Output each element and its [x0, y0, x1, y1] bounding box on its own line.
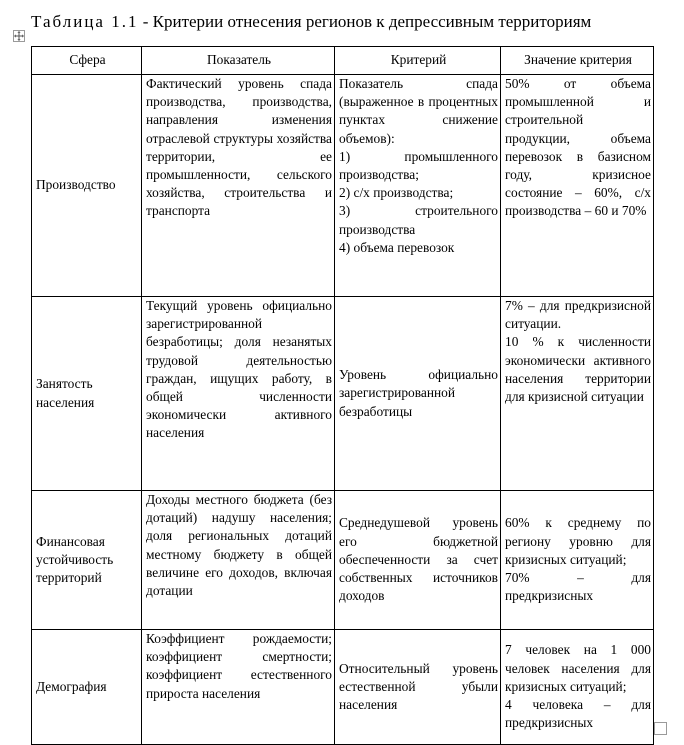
criterion-line: Среднедушевой уровень его бюджетной обеспеченности за счет собственных источников доходов: [339, 515, 498, 604]
cell-sphere: Производство: [32, 75, 142, 297]
criterion-line: 3) строительного производства: [339, 203, 498, 237]
value-line: 60% к среднему по региону уровню для кризисных ситуаций;: [505, 515, 651, 567]
cell-indicator: Доходы местного бюджета (без дотаций) надушу населения; доля региональных дотаций местному бюджету в общей величине его доходов, включая дотации: [142, 491, 335, 630]
table-row: [32, 75, 654, 297]
table-row: [32, 491, 654, 630]
value-line: 50% от объема промышленной и строительной продукции, объема перевозок в базисном году, кризисное состояние – 60%, с/х производства – 60 и 70%: [505, 76, 651, 219]
header-criterion: Критерий: [335, 47, 501, 75]
cell-indicator: Текущий уровень официально зарегистрированной безработицы; доля незанятых трудовой деятельностью граждан, ищущих работу, в общей численности экономически активного населения: [142, 297, 335, 491]
cell-criterion: [335, 297, 501, 491]
cell-sphere: Занятость населения: [32, 297, 142, 491]
cell-value: [501, 297, 654, 491]
table-caption: [31, 11, 591, 33]
header-indicator: Показатель: [142, 47, 335, 75]
criterion-line: 2) с/х производства;: [339, 185, 454, 201]
cell-indicator: Фактический уровень спада производства, производства, направления изменения отраслевой структуры хозяйства территории, ее промышленности, сельского хозяйства, строительства и транспорта: [142, 75, 335, 297]
cell-sphere: Финансовая устойчивость территорий: [32, 491, 142, 630]
value-line: 7 человек на 1 000 человек населения для кризисных ситуаций;: [505, 642, 651, 694]
table-row: [32, 297, 654, 491]
criterion-line: 1) промышленного производства;: [339, 148, 498, 183]
criterion-line: Относительный уровень естественной убыли населения: [339, 660, 498, 713]
header-value: Значение критерия: [501, 47, 654, 75]
value-line: 10 % к численности экономически активного населения территории для кризисной ситуации: [505, 334, 651, 405]
table-resize-handle[interactable]: [654, 722, 667, 735]
header-sphere: Сфера: [32, 47, 142, 75]
value-line: 7% – для предкризисной ситуации.: [505, 298, 651, 332]
value-line: 4 человека – для предкризисных: [505, 697, 651, 731]
caption-label: Таблица 1.1: [31, 12, 139, 31]
criteria-table: [31, 46, 654, 745]
cell-value: [501, 630, 654, 745]
table-move-handle-icon[interactable]: [13, 30, 25, 42]
criterion-line: 4) объема перевозок: [339, 239, 455, 255]
table-row: [32, 630, 654, 745]
cell-sphere: Демография: [32, 630, 142, 745]
table-header-row: [32, 47, 654, 75]
criterion-line: Уровень официально зарегистрированной безработицы: [339, 367, 498, 419]
cell-criterion: [335, 75, 501, 297]
cell-indicator: Коэффициент рождаемости; коэффициент смертности; коэффициент естественного прироста населения: [142, 630, 335, 745]
cell-value: [501, 491, 654, 630]
value-line: 70% – для предкризисных: [505, 570, 651, 604]
cell-criterion: [335, 491, 501, 630]
criterion-line: Показатель спада (выраженное в процентных пунктах снижение объемов):: [339, 76, 498, 146]
cell-value: [501, 75, 654, 297]
caption-text: - Критерии отнесения регионов к депрессивным территориям: [138, 12, 592, 31]
cell-criterion: [335, 630, 501, 745]
